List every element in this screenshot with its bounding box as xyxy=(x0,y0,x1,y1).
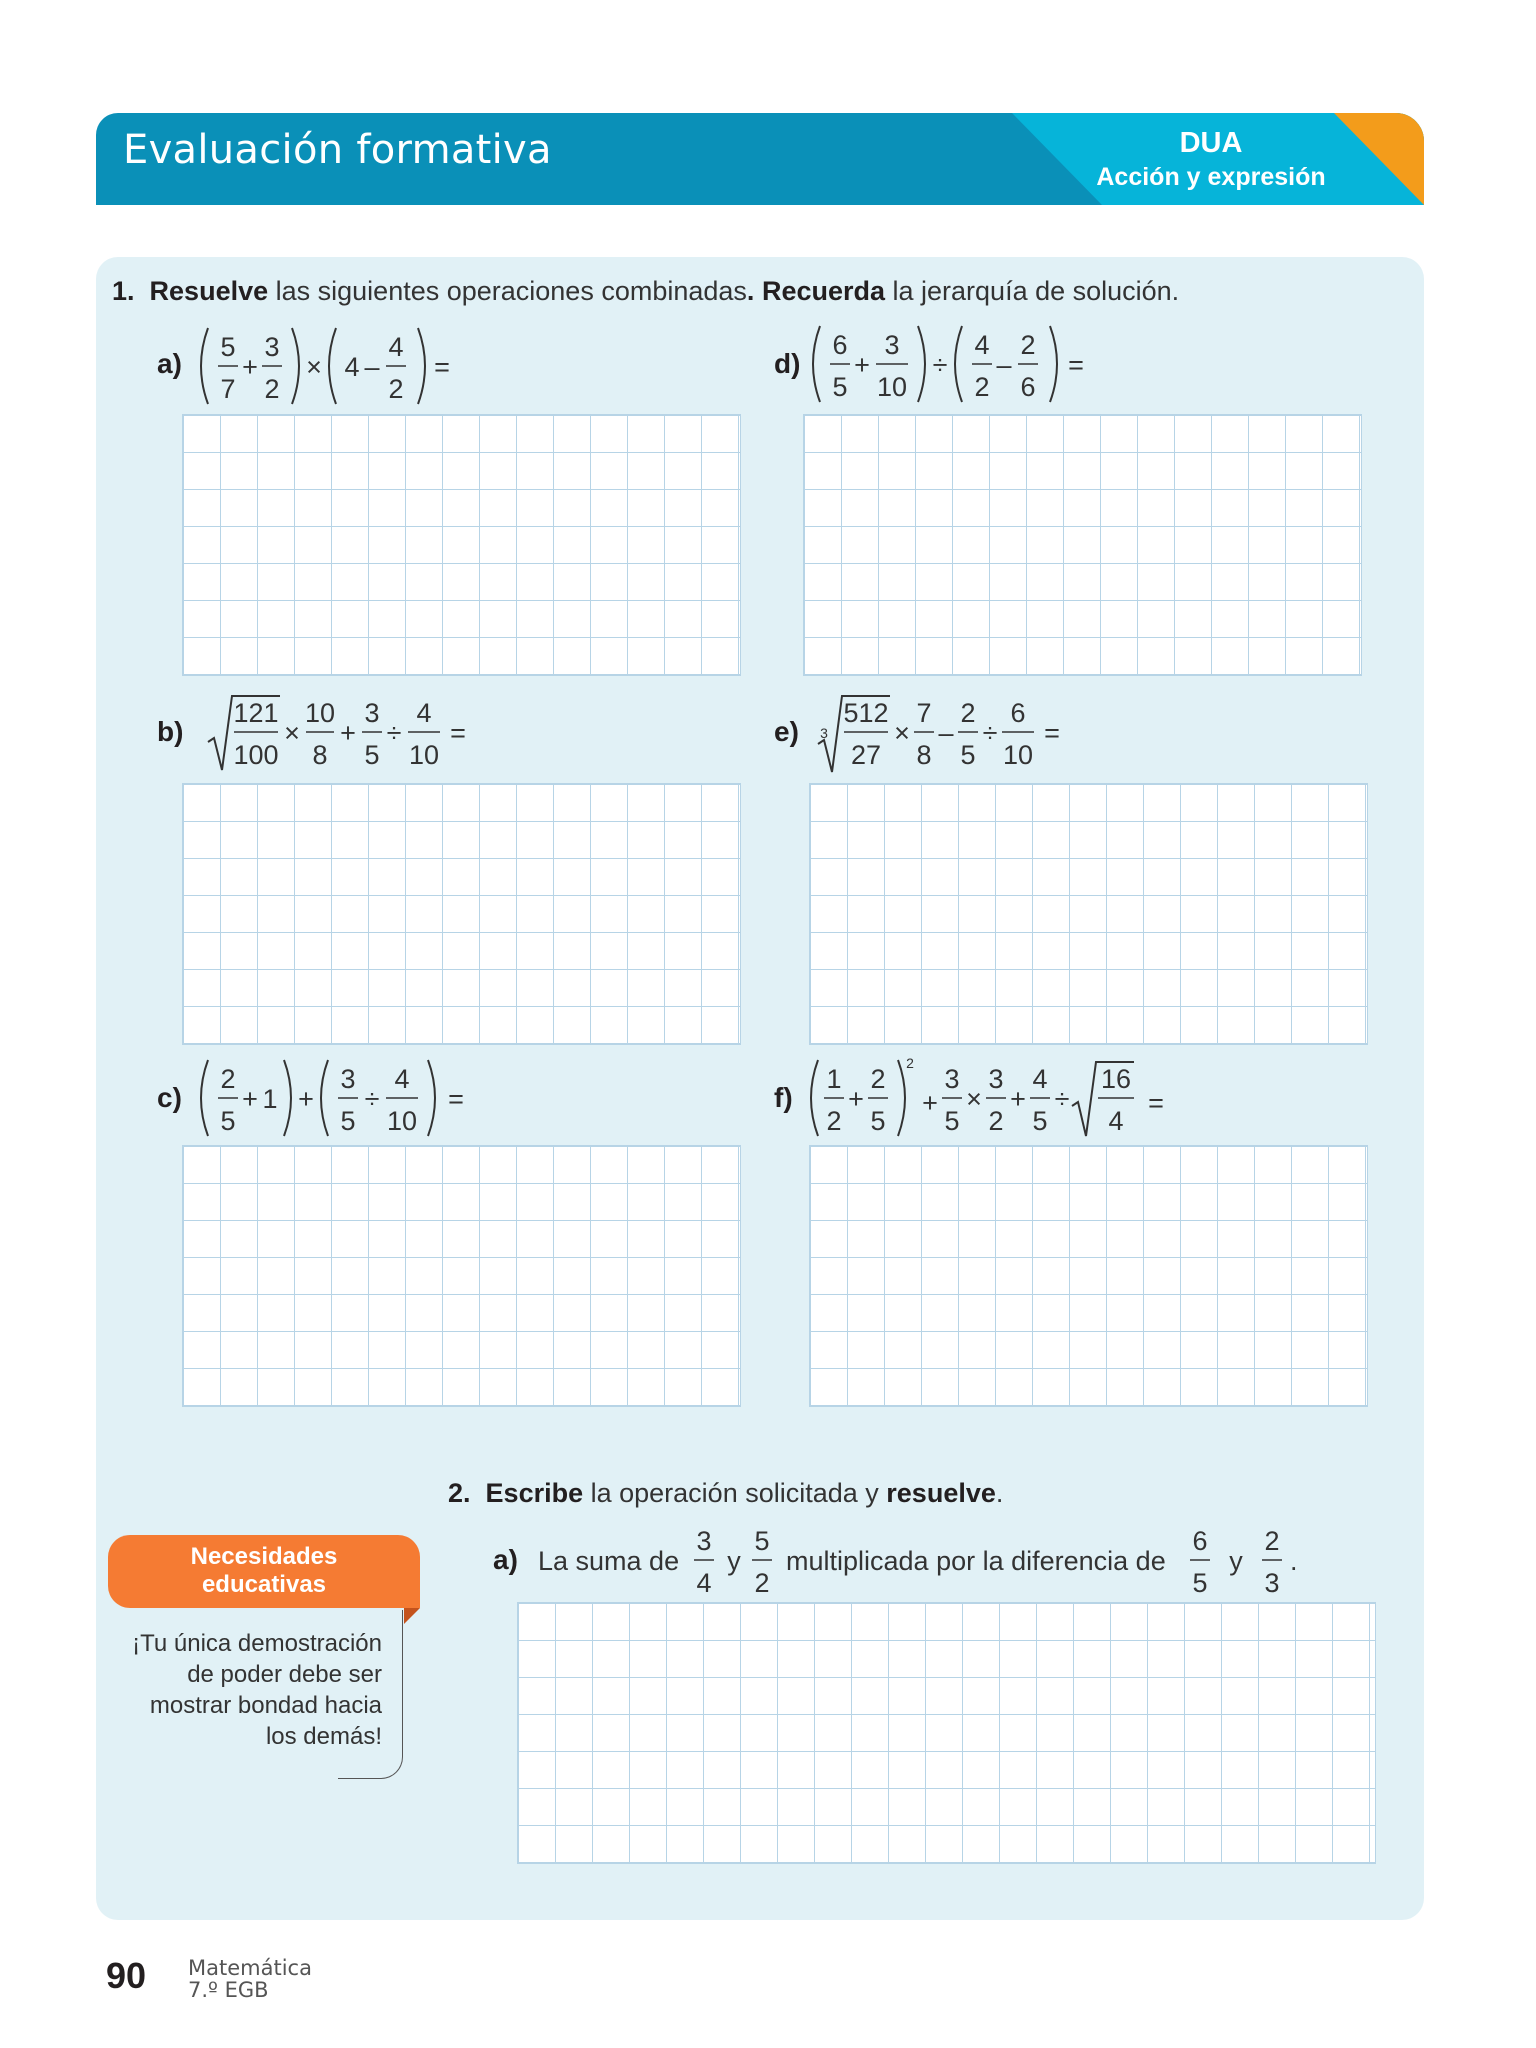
svg-text:+: + xyxy=(298,1084,314,1114)
svg-text:2: 2 xyxy=(754,1568,770,1598)
svg-text:2: 2 xyxy=(960,698,976,728)
svg-text:1: 1 xyxy=(826,1064,842,1094)
svg-text:5: 5 xyxy=(832,372,848,402)
svg-text:5: 5 xyxy=(364,740,380,770)
svg-text:3: 3 xyxy=(1264,1568,1280,1598)
svg-text:5: 5 xyxy=(1192,1568,1208,1598)
item-label-b: b) xyxy=(157,716,184,747)
svg-text:6: 6 xyxy=(1020,372,1036,402)
svg-text:10: 10 xyxy=(408,740,440,770)
svg-text:7: 7 xyxy=(916,698,932,728)
svg-text:2: 2 xyxy=(220,1064,236,1094)
svg-text:16: 16 xyxy=(1100,1064,1132,1094)
instruction-text: la jerarquía de solución. xyxy=(885,276,1180,306)
svg-text:10: 10 xyxy=(876,372,908,402)
svg-text:2: 2 xyxy=(1020,330,1036,360)
instruction-text: las siguientes operaciones combinadas xyxy=(268,276,747,306)
instruction-verb: Escribe xyxy=(485,1478,584,1508)
expression-e xyxy=(812,690,1112,778)
item-label-d: d) xyxy=(774,348,801,379)
svg-text:4: 4 xyxy=(1032,1064,1048,1094)
svg-text:121: 121 xyxy=(233,698,279,728)
svg-text:+: + xyxy=(922,1088,938,1118)
svg-text:5: 5 xyxy=(870,1106,886,1136)
answer-grid-2a[interactable] xyxy=(517,1602,1376,1864)
grade-level: 7.º EGB xyxy=(188,1978,269,2002)
question-2-statement xyxy=(448,1478,1003,1509)
page-number: 90 xyxy=(106,1955,147,1996)
svg-text:10: 10 xyxy=(1002,740,1034,770)
svg-text:=: = xyxy=(1068,350,1084,380)
svg-text:2: 2 xyxy=(1264,1526,1280,1556)
answer-grid-f[interactable] xyxy=(809,1145,1368,1407)
svg-text:8: 8 xyxy=(916,740,932,770)
header-band xyxy=(96,113,1424,205)
svg-text:4: 4 xyxy=(394,1064,410,1094)
item-label-2a: a) xyxy=(493,1544,518,1575)
svg-text:27: 27 xyxy=(850,740,882,770)
item-label-a: a) xyxy=(157,348,182,379)
svg-text:÷: ÷ xyxy=(982,718,998,748)
svg-text:×: × xyxy=(966,1084,982,1114)
svg-text:10: 10 xyxy=(386,1106,418,1136)
dua-badge: DUA xyxy=(1179,127,1243,159)
needs-title-line: educativas xyxy=(201,1571,327,1598)
svg-text:3: 3 xyxy=(884,330,900,360)
needs-line: de poder debe ser xyxy=(187,1661,382,1688)
svg-text:×: × xyxy=(306,352,322,382)
svg-text:÷: ÷ xyxy=(932,350,948,380)
dua-subtitle: Acción y expresión xyxy=(1096,163,1326,191)
svg-text:2: 2 xyxy=(988,1106,1004,1136)
svg-text:100: 100 xyxy=(233,740,279,770)
svg-text:8: 8 xyxy=(312,740,328,770)
answer-grid-a[interactable] xyxy=(182,414,741,676)
svg-text:=: = xyxy=(434,352,450,382)
svg-text:6: 6 xyxy=(1192,1526,1208,1556)
svg-text:3: 3 xyxy=(944,1064,960,1094)
svg-text:–: – xyxy=(364,352,380,382)
answer-grid-b[interactable] xyxy=(182,783,741,1045)
svg-text:+: + xyxy=(340,718,356,748)
svg-text:2: 2 xyxy=(264,374,280,404)
svg-text:÷: ÷ xyxy=(1054,1084,1070,1114)
svg-text:÷: ÷ xyxy=(364,1084,380,1114)
svg-text:+: + xyxy=(242,1084,258,1114)
subject-name: Matemática xyxy=(188,1956,312,1980)
expression-b xyxy=(206,690,496,774)
svg-text:+: + xyxy=(854,350,870,380)
svg-text:6: 6 xyxy=(832,330,848,360)
svg-text:multiplicada por la diferencia: multiplicada por la diferencia de xyxy=(786,1546,1166,1576)
svg-text:×: × xyxy=(284,718,300,748)
answer-grid-d[interactable] xyxy=(803,414,1362,676)
svg-text:4: 4 xyxy=(416,698,432,728)
needs-title xyxy=(108,1543,420,1599)
needs-line: ¡Tu única demostración xyxy=(132,1630,382,1657)
svg-text:1: 1 xyxy=(262,1084,278,1114)
question-number: 2. xyxy=(448,1478,471,1508)
svg-text:3: 3 xyxy=(364,698,380,728)
instruction-verb: Recuerda xyxy=(754,276,885,306)
svg-text:3: 3 xyxy=(820,725,828,741)
expression-d xyxy=(808,318,1098,410)
svg-text:2: 2 xyxy=(974,372,990,402)
svg-text:3: 3 xyxy=(340,1064,356,1094)
svg-text:10: 10 xyxy=(304,698,336,728)
item-label-c: c) xyxy=(157,1082,182,1113)
instruction-text: la operación solicitada y xyxy=(583,1478,887,1508)
answer-grid-c[interactable] xyxy=(182,1145,741,1407)
svg-text:×: × xyxy=(894,718,910,748)
svg-text:2: 2 xyxy=(826,1106,842,1136)
page-title: Evaluación formativa xyxy=(123,127,552,173)
question-number: 1. xyxy=(112,276,135,306)
needs-message xyxy=(112,1628,382,1752)
expression-a xyxy=(196,320,466,412)
svg-text:2: 2 xyxy=(870,1064,886,1094)
instruction-dot: . xyxy=(746,276,755,306)
needs-title-line: Necesidades xyxy=(190,1543,338,1570)
svg-text:5: 5 xyxy=(754,1526,770,1556)
svg-text:4: 4 xyxy=(388,332,404,362)
svg-text:y: y xyxy=(727,1546,741,1576)
svg-text:5: 5 xyxy=(960,740,976,770)
svg-text:4: 4 xyxy=(344,352,360,382)
item-label-f: f) xyxy=(774,1082,793,1113)
svg-text:–: – xyxy=(938,718,954,748)
subject-info xyxy=(188,1957,312,2001)
svg-text:+: + xyxy=(242,352,258,382)
svg-text:+: + xyxy=(848,1084,864,1114)
instruction-verb: resuelve xyxy=(886,1478,996,1508)
answer-grid-e[interactable] xyxy=(809,783,1368,1045)
svg-text:5: 5 xyxy=(220,1106,236,1136)
svg-text:=: = xyxy=(450,718,466,748)
svg-text:y: y xyxy=(1229,1546,1243,1576)
svg-text:La suma de: La suma de xyxy=(538,1546,680,1576)
svg-text:5: 5 xyxy=(220,332,236,362)
svg-text:.: . xyxy=(1290,1546,1298,1576)
svg-text:5: 5 xyxy=(1032,1106,1048,1136)
svg-text:4: 4 xyxy=(696,1568,712,1598)
needs-line: mostrar bondad hacia xyxy=(149,1692,382,1719)
svg-text:5: 5 xyxy=(340,1106,356,1136)
svg-text:2: 2 xyxy=(388,374,404,404)
svg-text:5: 5 xyxy=(944,1106,960,1136)
svg-text:=: = xyxy=(448,1084,464,1114)
needs-line: los demás! xyxy=(265,1723,382,1750)
expression-c xyxy=(196,1052,476,1144)
expression-f xyxy=(806,1052,1176,1144)
instruction-verb: Resuelve xyxy=(149,276,269,306)
svg-text:6: 6 xyxy=(1010,698,1026,728)
svg-text:3: 3 xyxy=(988,1064,1004,1094)
svg-text:512: 512 xyxy=(843,698,889,728)
svg-text:=: = xyxy=(1044,718,1060,748)
svg-text:=: = xyxy=(1148,1088,1164,1118)
svg-text:7: 7 xyxy=(220,374,236,404)
svg-text:+: + xyxy=(1010,1084,1026,1114)
item-label-e: e) xyxy=(774,716,799,747)
svg-text:3: 3 xyxy=(696,1526,712,1556)
question-1-statement xyxy=(112,276,1179,307)
instruction-text: . xyxy=(995,1478,1004,1508)
svg-text:4: 4 xyxy=(974,330,990,360)
svg-text:3: 3 xyxy=(264,332,280,362)
svg-text:2: 2 xyxy=(906,1055,914,1071)
svg-text:÷: ÷ xyxy=(386,718,402,748)
expression-2a xyxy=(534,1518,1314,1606)
svg-text:4: 4 xyxy=(1108,1106,1124,1136)
svg-text:–: – xyxy=(996,350,1012,380)
